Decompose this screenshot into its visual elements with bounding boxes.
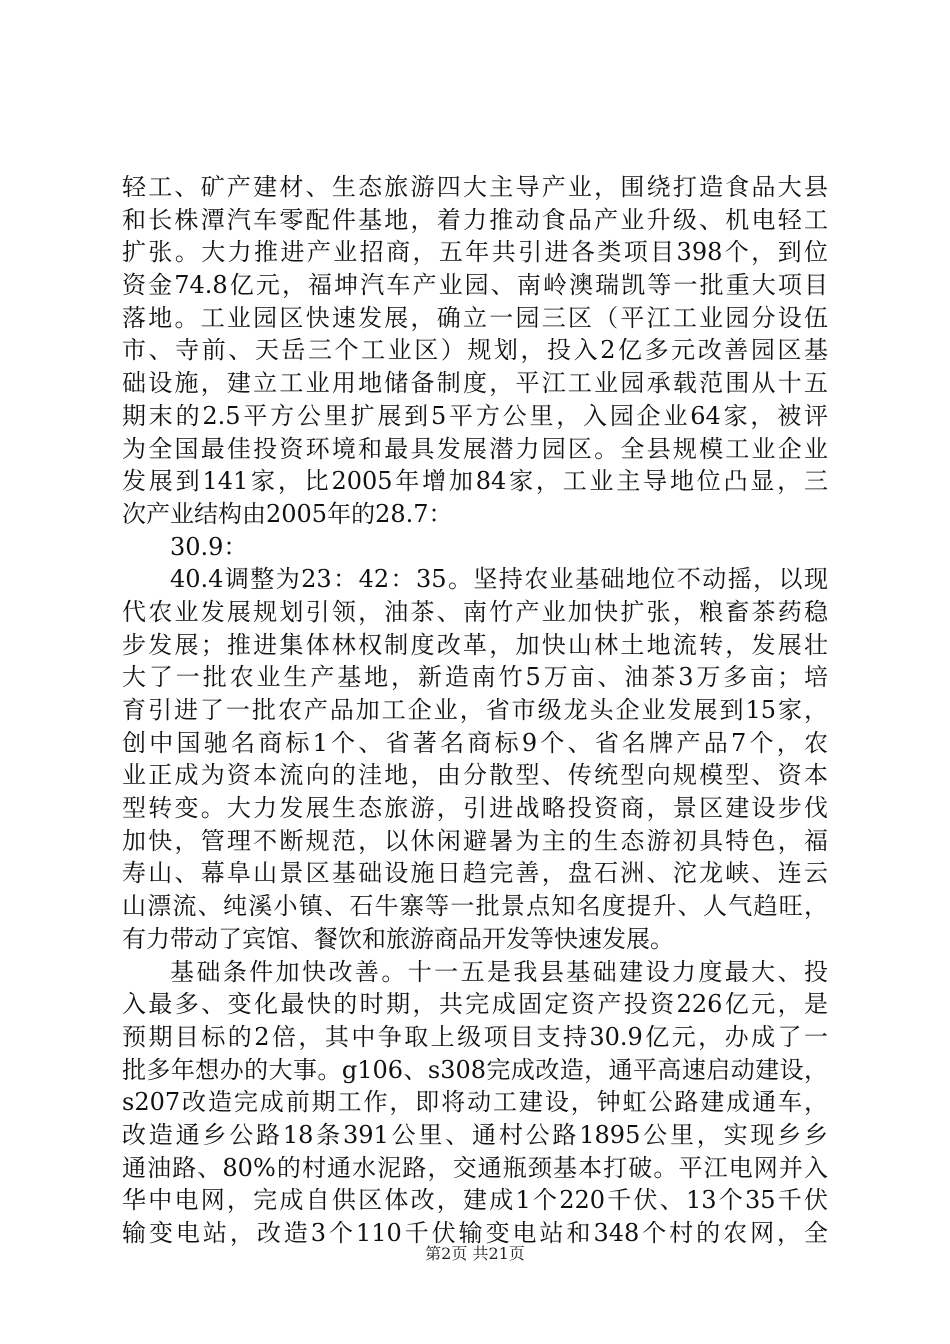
text-line: 批多年想办的大事。g106、s308完成改造，通平高速启动建设， xyxy=(122,1055,828,1084)
text-line: 输变电站，改造3个110千伏输变电站和348个村的农网，全 xyxy=(122,1219,828,1247)
text-line: 入最多、变化最快的时期，共完成固定资产投资226亿元，是 xyxy=(122,990,828,1019)
text-line: 30.9： xyxy=(170,532,248,561)
text-line: 础设施，建立工业用地储备制度，平江工业园承载范围从十五 xyxy=(122,369,828,398)
text-line: 加快，管理不断规范，以休闲避暑为主的生态游初具特色，福 xyxy=(122,826,828,855)
text-line: 改造通乡公路18条391公里、通村公路1895公里，实现乡乡 xyxy=(122,1120,828,1149)
text-line: s207改造完成前期工作，即将动工建设，钟虹公路建成通车， xyxy=(122,1088,828,1117)
text-line: 型转变。大力发展生态旅游，引进战略投资商，景区建设步伐 xyxy=(122,794,828,823)
text-line: 次产业结构由2005年的28.7： xyxy=(122,499,453,528)
text-line: 和长株潭汽车零配件基地，着力推动食品产业升级、机电轻工 xyxy=(122,205,828,234)
text-line: 有力带动了宾馆、餐饮和旅游商品开发等快速发展。 xyxy=(122,924,674,953)
text-line: 代农业发展规划引领，油茶、南竹产业加快扩张，粮畜茶药稳 xyxy=(122,597,828,626)
text-line: 40.4调整为23：42：35。坚持农业基础地位不动摇，以现 xyxy=(170,565,828,594)
text-line: 期末的2.5平方公里扩展到5平方公里，入园企业64家，被评 xyxy=(122,401,828,430)
text-line: 步发展；推进集体林权制度改革，加快山林土地流转，发展壮 xyxy=(122,630,828,659)
text-line: 落地。工业园区快速发展，确立一园三区（平江工业园分设伍 xyxy=(122,303,828,332)
text-line: 大了一批农业生产基地，新造南竹5万亩、油茶3万多亩；培 xyxy=(122,663,828,692)
text-line: 基础条件加快改善。十一五是我县基础建设力度最大、投 xyxy=(170,957,828,986)
text-line: 为全国最佳投资环境和最具发展潜力园区。全县规模工业企业 xyxy=(122,434,828,463)
text-line: 市、寺前、天岳三个工业区）规划，投入2亿多元改善园区基 xyxy=(122,336,828,365)
text-line: 山漂流、纯溪小镇、石牛寨等一批景点知名度提升、人气趋旺， xyxy=(122,892,828,921)
text-line: 创中国驰名商标1个、省著名商标9个、省名牌产品7个，农 xyxy=(122,728,828,757)
text-line: 育引进了一批农产品加工企业，省市级龙头企业发展到15家， xyxy=(122,696,828,724)
text-line: 业正成为资本流向的洼地，由分散型、传统型向规模型、资本 xyxy=(122,761,828,790)
text-line: 华中电网，完成自供区体改，建成1个220千伏、13个35千伏 xyxy=(122,1186,828,1215)
page-footer: 第2页 共21页 xyxy=(425,1244,525,1263)
text-line: 通油路、80%的村通水泥路，交通瓶颈基本打破。平江电网并入 xyxy=(122,1153,828,1182)
text-line: 寿山、幕阜山景区基础设施日趋完善，盘石洲、沱龙峡、连云 xyxy=(122,859,828,888)
body-text xyxy=(122,171,828,1250)
text-line: 扩张。大力推进产业招商，五年共引进各类项目398个，到位 xyxy=(122,238,828,267)
text-line: 预期目标的2倍，其中争取上级项目支持30.9亿元，办成了一 xyxy=(122,1022,828,1051)
text-line: 发展到141家，比2005年增加84家，工业主导地位凸显，三 xyxy=(122,467,828,496)
text-line: 资金74.8亿元，福坤汽车产业园、南岭澳瑞凯等一批重大项目 xyxy=(122,271,828,300)
text-line: 轻工、矿产建材、生态旅游四大主导产业，围绕打造食品大县 xyxy=(122,173,828,201)
